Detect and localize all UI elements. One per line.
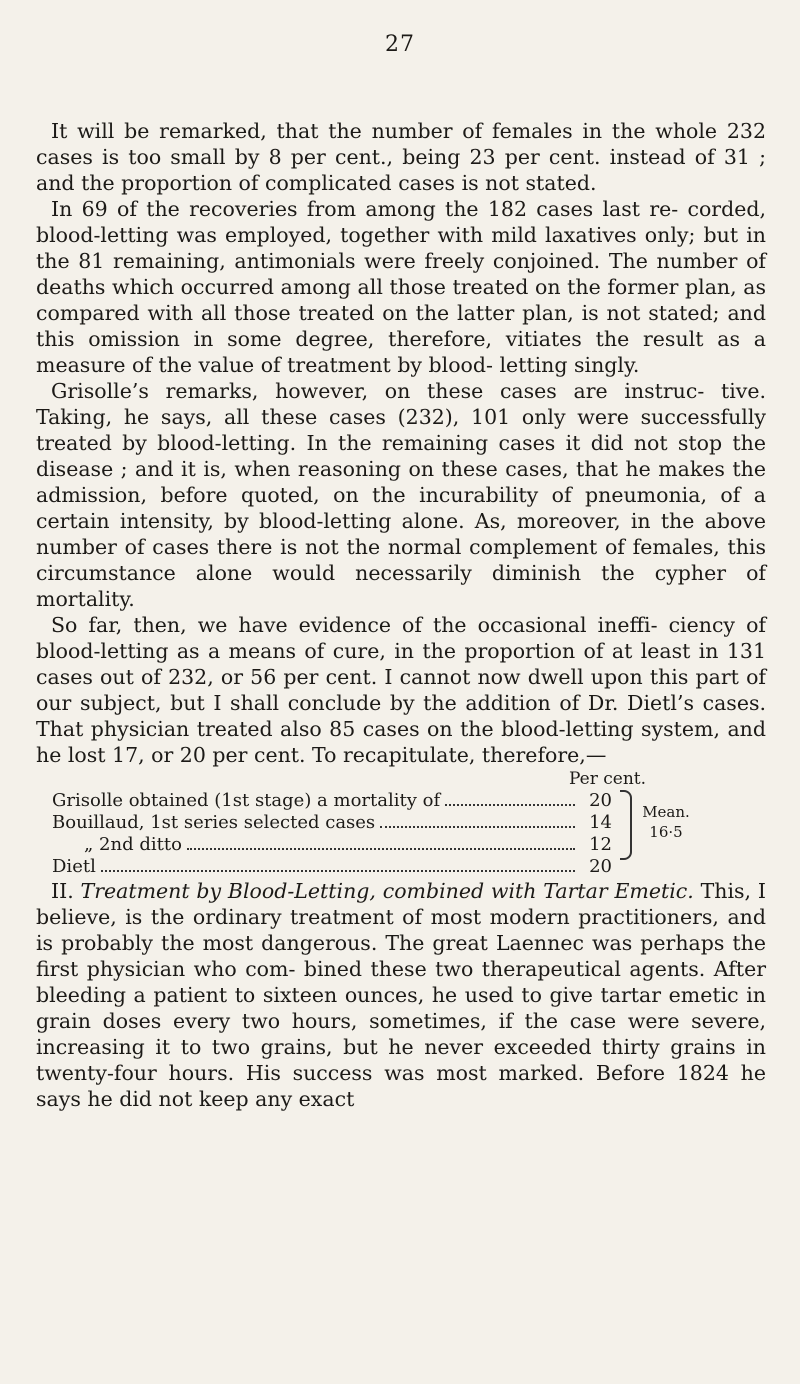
table-row-value: 14	[589, 812, 612, 833]
table-row	[36, 790, 612, 812]
paragraph-4: So far, then, we have evidence of the occasional ineffi- ciency of blood-letting as a means of cure, in the proportion of at least in 131 cases out of 232, or 56 per cent. I cannot now dwell upon this part of our subject, but I shall conclude by the addition of Dr. Dietl’s cases. That physician treated also 85 cases on the blood-letting system, and he lost 17, or 20 per cent. To recapitulate, therefore,—	[36, 613, 766, 767]
section-body: This, I believe, is the ordinary treatment of most modern practitioners, and is probably the most dangerous. The great Laennec was perhaps the first physician who com- bined these two therapeutical agents. After bleeding a patient to sixteen ounces, he used to give tartar emetic in grain doses every two hours, sometimes, if the case were severe, increasing it to two grains, but he never exceeded thirty grains in twenty-four hours. His success was most marked. Before 1824 he says he did not keep any exact	[36, 879, 766, 1111]
table-row-label: Bouillaud, 1st series selected cases	[52, 812, 376, 833]
mortality-table	[36, 768, 766, 878]
page-number: 27	[385, 32, 415, 57]
table-row-label: Grisolle obtained (1st stage) a mortality of	[52, 790, 441, 811]
section-paragraph	[36, 878, 766, 1112]
table-header: Per cent.	[568, 769, 646, 789]
table-row-value: 20	[589, 856, 612, 877]
table-row	[36, 834, 612, 856]
table-row-label: Dietl	[52, 856, 96, 877]
paragraph-2: In 69 of the recoveries from among the 182 cases last re- corded, blood-letting was employed, together with mild laxatives only; but in the 81 remaining, antimonials were freely conjoined. The number of deaths which occurred among all those treated on the former plan, as compared with all those treated on the latter plan, is not stated; and this omission in some degree, therefore, vitiates the result as a measure of the value of treatment by blood- letting singly.	[36, 197, 766, 377]
leader-dots	[445, 804, 575, 806]
body-text	[36, 118, 766, 1112]
leader-dots	[187, 848, 575, 850]
table-row-value: 12	[589, 834, 612, 855]
leader-dots	[101, 870, 575, 872]
mean-label: Mean.	[642, 803, 690, 821]
mean-value: 16·5	[649, 823, 683, 841]
leader-dots	[380, 826, 575, 828]
table-row-value: 20	[589, 790, 612, 811]
brace-bracket	[620, 790, 632, 860]
table-row-label: „ 2nd ditto	[84, 834, 182, 855]
section-title: Treatment by Blood-Letting, combined with Tartar Emetic.	[80, 879, 701, 903]
mean-annotation	[636, 802, 696, 842]
paragraph-3: Grisolle’s remarks, however, on these cases are instruc- tive. Taking, he says, all these cases (232), 101 only were successfully treated by blood-letting. In the remaining cases it did not stop the disease ; and it is, when reasoning on these cases, that he makes the admission, before quoted, on the incurability of pneumonia, of a certain intensity, by blood-letting alone. As, moreover, in the above number of cases there is not the normal complement of females, this circumstance alone would necessarily diminish the cypher of mortality.	[36, 379, 766, 611]
table-row	[36, 856, 612, 878]
table-row	[36, 812, 612, 834]
paragraph-1: It will be remarked, that the number of females in the whole 232 cases is too small by 8 per cent., being 23 per cent. instead of 31 ; and the proportion of complicated cases is not stated.	[36, 119, 766, 195]
section-numeral: II.	[51, 879, 81, 903]
